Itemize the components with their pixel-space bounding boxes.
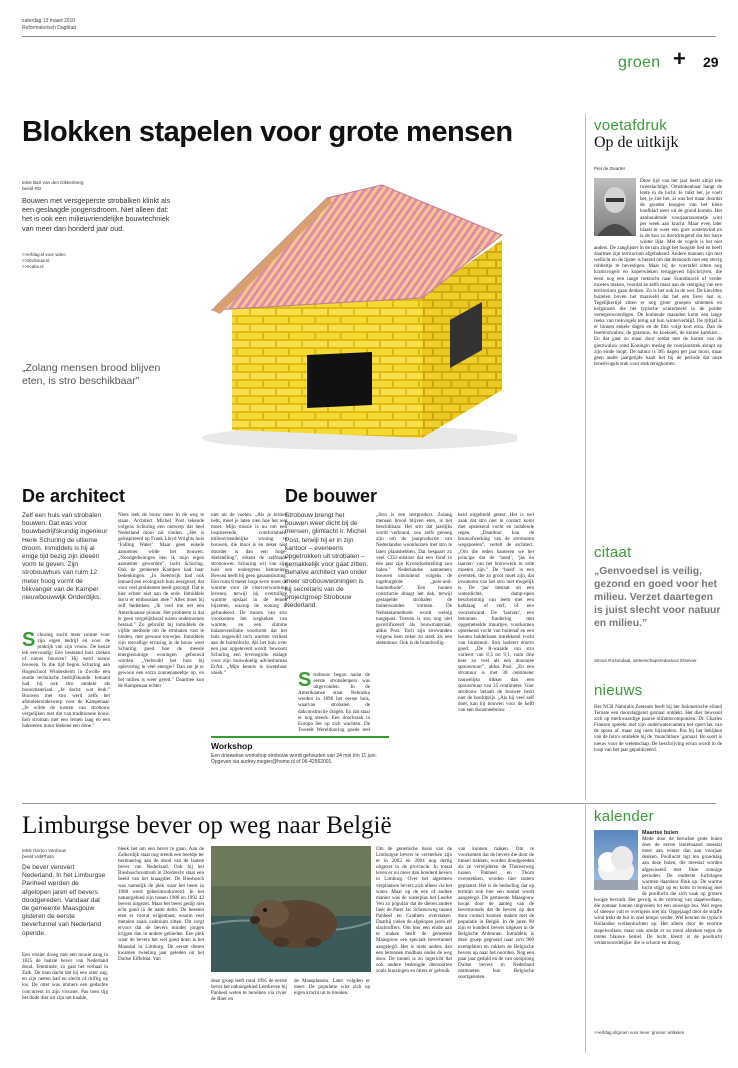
architect-col3: niet uit de voeten. „Als je kritiek hebt, moet je laten zien hoe het wel moet. Mijn missie is nu om een inspirerende, comfortabele, milieuvriendelijke woning te bouwen, die mooi is en zeker niet duurder is dan een hoge-deelstelling”, erkent de zelfmade strobouwer. Schuring wil van zijn huis een ondergrens bemoeien. Bewust heeft hij geen gasaansluiting. Een ruim 8 meter hoge serre moet de warmte voor de vloerverwarming leveren, terwijl hij overtollige warmte opslaat in de lemen bijzetten, waarop de woning is gefundeerd. De muren van stro voorkomen het wegkeken van warmte, en een slimme balansventilatie voorkomt dat het huis ongewild toch warmte verliest aan de buitenlucht. Als het huis over een jaar opgeleverd wordt, bewoont Schuring een levensgrote etalage voor zijn bouwdoelig adviesbureau ErAtt. „Mijn kennis is kwetsbaar uniek.”	[211, 512, 287, 677]
architect-dropcap: S	[22, 632, 36, 651]
nieuws-text: Het NCB Naturalis Zeeteam heeft bij het Indonesische eiland Ternate een doorslaggend garnaal ontdekt. Het dier bewoont zich op merkwaardige paarse olifantscomponzen. Dr. Charles Fransen spreekt met zijn onderwatercamera het opervlak van de spons af, maar zag niets bijzonders. Pas bij het bekijken van de foto's ontdekte hij de ‘munchtbare’ garnaal. Bo soort is nieuw voor de wetenschap. De beschrijving ervan wordt in de loop van het jaar gepubliceerd.	[594, 704, 722, 753]
voetafdruk-author: Piet de Zwarter	[594, 166, 626, 171]
second-byline-author: tekst Gertco Verdouw	[22, 848, 66, 853]
workshop-text: Een driewekse workshop strobouw wordt gehouden van 24 mei t/m 11 juni. Opgeven via audrey.megen@home.nl of 06-42562001.	[211, 753, 377, 766]
voetafdruk-title: Op de uitkijk	[594, 134, 679, 151]
voetafdruk-label: voetafdruk	[594, 117, 668, 134]
main-lead: Bouwen met versgeperste strobalken klinkt als een geslaagde jongensdroom. Niet alleen dat: het is ook een milieuvriendelijke bouwtechniek van meer dan honderd jaar oud.	[22, 196, 171, 233]
byline-photo: beeld RD	[22, 186, 42, 191]
page-number: 29	[703, 54, 719, 70]
link-ecabs[interactable]: >>ecabs.nl	[22, 264, 44, 269]
second-lead: De bever verovert Nederland. In het Limburgse Panheel werden de afgelopen jaren elf bevers doodgereden. Vandaar dat de gemeente Maasgouw gisteren de eerste beverfunnel van Nederland opende.	[22, 864, 106, 937]
architect-col2: Niets leek de bouw meer in de weg te staan. Architect Michel Post tekende volgens Schuring een ontwerp dat heel Nederland mooi zal vinden. „Het is geïnspireerd op Frank Lloyd Wrights huis ‘Falling Water’. Maar geen enkele aannemer wilde het bouwen. „Noodgedwongen ben ik mijn eigen aannemer geworden”, lacht Schuring. Ook de gemeente Kampen had haar bedenkingen. „In Steenwijk had ook iemand een ecologisch huis neergezet, dat voor veel problemen heeft gezorgd. Dat is hier echter niet aan de orde. Inmiddels dorst er enthousiast mee.” Alles moet bij zelf bedenken. „Ik voel me net een Amerikaanse pionier. Het probleem is dat er geen vergelijkbaral waren ondernomen bestaat.” Zo gebruikt hij inmiddels de vijfde methode om de strobalen vast te binden, met gewone touwtjes. Inmiddels zijn toevallige ervaring in de bouw weet Schuring goed hoe de meeste energiezuinige woningen gebouwd worden. „Verbruikt het huis bij oplevering te veel energie? Dan zet je er gewoon een extra zonnepaneeltje op, en het milieu is weer gered.” Daarmee kon de Kampenaar echter	[118, 512, 204, 689]
beaver-head	[253, 900, 289, 928]
photo-caption-col1: deze groep leeft rond 1995 de eerste bever het natuurgebied Leerkeven bij Panheel weten te bereiken via rivier de Roer en	[211, 978, 287, 1003]
second-byline-photo: beeld VidiPhoto	[22, 854, 55, 859]
masthead-date: zaterdag 13 maart 2010	[22, 18, 76, 24]
kalender-footer-link[interactable]: >>erfdag.nl/groen voor meer ‘groene’ artikelen	[594, 1030, 685, 1035]
straw-house-svg	[172, 180, 517, 465]
sidebar-divider	[585, 114, 586, 800]
kalender-body: Mede door de beruchte grote buien doet de eerste lentemaand meestal meer aan winter dan aan voorjaar denken. Poollucht ligt ten grondslag aan deze buien, die meestal worden afgewisseld met fikse zonnige perioden. De onderste luchtlagen warmen daardoor flink op. De warme lucht stijgt op en komt in botsing met de poollucht die zich vaak op grotere hoogte bevindt. Het gevolg is de vorming van stapelwolken, die zomaar lonnen uitgroeien tot een onweige bui. Wel regen of sneeuw valt er overigens niet uit. Opgejaagd door de straffe wind trekt de bui in snel tempo verder. Wel kennen de typisch Hollandse wolkenluchten op. Het alleen door de enorme stapelwolken, maar ook omdat er zo mooi afsteken tegen de intens blauwe hemel. De lucht kleurt is de poollucht verantwoordelijke: die is schoon en droog.	[594, 836, 722, 946]
second-col2: bleek het om een bever te gaan. Aan de Zalkerdijk staat nog steeds een beeldje ter herinnering aan de dood van de laatste bever van Nederland. Ook bij het Biesboschcentrum in Dordrecht staat een beeld van het knaagdier. De Biesbosch was namelijk de plek waar het beest in 1988 werd geherintroduceerd. In het natuurgebied zijn tussen 1988 en 1992 42 bevers uitgezet. Maar het beest gedijt niet echt goed in de natte delta. De beesten eten er vooral wilgenbast, waarin veel metalen zoals cadmium zitten. Dit zorgt ervoor dat de bevers minder jongen krijgen dan in andere gebieden. Een plek waar de bevers het wel goed doen is het Maasdal in Limburg. De eerste dieren kwamen tweeling jaar geleden uit het Duitse Eiffeldal. Van	[118, 846, 204, 962]
architect-intro: Zelf een huis van strobalen bouwen. Dat was voor bouwbedrijfskundig ingenieur Henk Schuring de ultieme droom. Inmiddels is hij al enige tijd bezig zijn ideeën vorm te geven. Zijn strobouwhuis van ruim 12 meter hoog vormt de blikvanger van de Kamper nieuwbouwwijk Onderdijks.	[22, 512, 108, 602]
photo-caption-col2: de Maasplassen. Later volgden er meer. De populatie wist zich op eigen kracht uit te breiden.	[294, 978, 370, 997]
voetafdruk-body: Deze tijd van het jaar heeft altijd iets tweeslachtigs. Omstokenbaar hangt de lente in de lucht. Je ruikt het, je voelt het, je ziet het, al was het maar doordat de gouden knopjes van het klein hoefblad weer uit de grond komen. Het aanhoudende voorjaarszonnetje wint per week aan kracht. Maar even later blaast er weer een gure oostenwind en is de koo zo doordringend dat het barre winter lijkt. Met de vogels is het niet anders. De zanglijster in de tuin zingt het hoogste lied en heeft daarmee zijn territorium afgebakend. Andere mannen zijn met wellicht en de lijster is bereid om dat desnoods met een stevig robbertje te bevestigen. Maar bij de voertafel zitten nog kramsvogels en koperwieken teruggeved bijschrijven, die eerst nog een lange trektocht naar Scandinavië of verder moeten maken, voordat ze zelfs maar aan de vestiging van een territorium gaan denken. Zo is het ook in de wei. De kievitten buitelen boven het maaiveld dat het een lieve lust is. Tegelijkertijd zitten er nog grote groepen smienten en kolganzen die het typische winterbeeld in de polder vertegenwoordigen. De komende maanden komt een lange reeks van trekvogels terug uit hun winterverblijf. De tjiftjaf is er binnen enkele dagen en de fitis volgt kort erna. Dan de boerenzwaluw, de grasmus, de koekoek, de kleine karekiet… En dat gaat zo maar door totdat met de komst van de gierzwaluw rond Koningin medag de voorjaarstrek abrupt op zijn einde loopt. De natuur is 365 dagen per jaar mooi, maar geen ander jaargetijde haalt het bij de periode dat onze broedvogels stuk voor stuk terugkomen.	[594, 178, 722, 367]
bouwer-col2: „Stro is een restproduct. Zolang mensen brood blijven eten, is het beschikbaar. Het stro dat jaarlijks wordt verbrand, zou zelfs genoeg zijn om de jaarproductie van Nederlandse woonhuizen met stro te laten plaatshebben. Dat bespaart zo veel CO2-uitstoot dat een fond in één jaar zijn Kyotodoelstelling zou halen.” Nederlandse aannemers bouwen uitsluitend volgens de ingeburgerde „post-und-baumethode”. Een houten constructie draagt het dak, terwijl gestapelde strobalen de buitenwanden vormen. De Nebraskamethode wordt weinig toegepast. Toeven is stro nog niet gecertificeerd als bouwmateriaal, aldus Post. Toch zijn strowanden volgens hem zeker zo sterk als een steenmuur. Ook is de brandveilig-	[376, 512, 452, 646]
masthead-rule	[22, 36, 716, 37]
second-col1: Een vissier droeg met een mooie zaag in 1825 de laatste bever van Nederland dood. Tenminste, zo gaat het verhaal in Zalk. De man dacht dat hij een otter zag, en zijn netten had en slecht of driftig op los. De otter was immers een gedachte concurrent in zijn visvater. Pas toen tijg het dode dier uit zijn net haalde,	[22, 952, 108, 1001]
main-headline: Blokken stapelen voor grote mensen	[22, 116, 513, 148]
bouwer-col3: heid uitgebreid getest. Het is wel zaak dat stro niet in contact komt met opstekend vocht en indalende regen. „Daardoor kan de bouwafwerking van de stromuren wegspoelen”, vertelt de architect. „Om die reden hanteren we het principe dat de ‘hoed’, ‘jas en laarzen’ van het bouwwerk in orde moeten zijn.” De ‘hoed’ is een overstek, die zo groot moet zijn, dat inwateren van het stro niet mogelijk is. De ‘jas’ bestaat uit een waterdichte, damp-open bescherming van leem met een kalklaag of verf, of een voorzetwand. De ‘laarzen’, een betonnen fundering met opgemetselde muurtjes, voorkomen opstekend vocht van buitenaf en een houten balderbaan intrekkend vocht van binnenuit. Stro isoleert enorm goed. „De R-waarde van stro varieert van 8,3 tot 9,1, ruim drie keer zo veel als een doorsnee spouwmuur”, aldus Post. „En een stromuur is met 38 centimeter nauwelijks dikker dan een spouwmuur van 35 centimeter. Voor strobouw betaalt de bouwer bezit niet de hoofdprijs. „Als hij veel zelf doet, kan hij bouwen voor de helft van een doorsneebouw.	[458, 512, 534, 713]
section-bouwer-title: De bouwer	[285, 486, 378, 506]
bouwer-intro: Strobouw brengt het bouwen weer dicht bij de mensen, glimlacht ir. Michel Post, terwijl hij er in zijn kantoor – eveneens opgetrokken uit strobalen – gemakkelijk voor gaat zitten. Behalve architect van onder meer strobouwwoningen is hij secretaris van de projectgroep Strobouw Nederland.	[285, 512, 369, 610]
citaat-quote: „Genvoedsel is veilig, gezond en goed voor het milieu. Verzet daartegen is juist slecht voor natuur en milieu.”	[594, 566, 721, 629]
link-strobouw[interactable]: >>strobouw.nl	[22, 258, 50, 263]
related-links	[22, 252, 142, 270]
byline-author: tekst Bart van den Dikkenberg	[22, 180, 84, 185]
voetafdruk-text	[594, 178, 722, 564]
door-opening	[307, 352, 372, 408]
workshop-title: Workshop	[211, 741, 253, 751]
section-label-groen: groen	[618, 54, 661, 71]
kalender-divider	[585, 803, 586, 1053]
pull-quote: „Zolang mensen brood blijven eten, is stro beschikbaar”	[22, 362, 161, 387]
architect-col1	[22, 632, 110, 790]
second-col3: Om de genetische basis van de Limburgse bevers te versterken zijn er in 2002 en 2004 nog dertig uitgezet in de provincie. In totaal leven er nu meer dan honderd bevers in Limburg. Over het algemeen verplaatsen bevers zich alleen via het water. Maar op de een of andere manier was de waterplas het Leerke Ven zo populair dat de dieren andere lieer de Pater Jac Schreurweg tussen Panheel en Grathem overstaken. Daarbij vielen de afgelopen jaren elf slachtoffers. Om hier een einde aan te maken heeft de gemeente Maasgouw een speciale bevertunnel aangelegd. Het is niets anders dan een betonnen modbuis onder de weg door. De tunnel is zo ingericht dat ook andere bedreigde diersoorten zoals bunzingen en otters er gebruik	[376, 846, 452, 974]
plus-icon: +	[673, 46, 686, 71]
citaat-attribution: Simon Rozendaal, wetenschapsredacteur Elsevier	[594, 658, 697, 663]
architect-col1-text: churing zocht meer ruimte voor zijn eigen bedrijf en voor de praktijk van zijn vrouw. De keuze lek eenvoudig: Een bestaand huis zoeken of nieuw bouwen? Hij werd nieuw bouwen. In die tijd begon Schuring aan Hogeschool Windesheim in Zwolle een studie technische bedrijfskunde. Iemand had bij ook stro ontdekt als bouwmateriaal. „Je dacht: wat leuk.” Bouwen met stro werd zelfs het afstudeeronderwerp voor de Kampenaar. „Je wilde de kosten van strobouw vergelijken met die van traditionele bouw. Een stroman met een lemen laag en een bakstenen muur blekene een done.”	[22, 632, 110, 730]
link-video[interactable]: >>erfdag.nl voor video	[22, 252, 66, 257]
second-col4: van kunnen maken. Om te voorkomen dat de bevers die door de tunnel trekken, worden doodgereden als ze verwijderen de Thornerweg tussen Panheel en Thorn overstekken, worden hier rasters geplaatst. Het is de bedoeling dat op termijn ook hier een tunnel wordt aangelegd. De gemeente Maasgouw hoopt door de aanleg van de bevertunnels dat de bevers op den duur contact kunnen maken met de populatie in België. In de jaren 90 zijn er honderd bevers uitgezet in de Belgische Ardennen. Inmiddels is deze groep gegroeid naar zo'n 900 exemplaren en rukken de Belgische bevers op naar het noorden. Nog een paar jaar geduld en de van oorsprong Duitse bevers in Nederland ontmoeten hun Belgische soortgenoten.	[458, 846, 534, 980]
kalender-label: kalender	[594, 808, 654, 825]
bouwer-col1	[298, 672, 370, 732]
bouwer-dropcap: S	[298, 672, 312, 691]
bouwer-col1-text: trobouw begon nadat de eerste strobalenpers was uitgevonden. In de Amerikaanse staat Nebraska werden in 1896 het eerste huis, waarvan strobalen de dakconstructie dragen. En dat staat er nog steeds. Een doorbraak in Europa liet op zich wachten. De Tweede Wereldoorlog goede reel	[298, 672, 370, 732]
workshop-box	[211, 736, 389, 790]
beaver-svg	[211, 846, 371, 972]
kalender-text	[594, 830, 722, 1020]
citaat-label: citaat	[594, 544, 632, 561]
second-headline: Limburgse bever op weg naar België	[22, 812, 392, 839]
straw-house-image	[172, 180, 517, 465]
kalender-item-title: Maartse buien	[642, 830, 679, 836]
beaver-photo	[211, 846, 371, 972]
masthead-paper: Reformatorisch Dagblad	[22, 25, 76, 31]
nieuws-label: nieuws	[594, 682, 643, 699]
article-divider	[22, 803, 716, 804]
section-architect-title: De architect	[22, 486, 126, 506]
